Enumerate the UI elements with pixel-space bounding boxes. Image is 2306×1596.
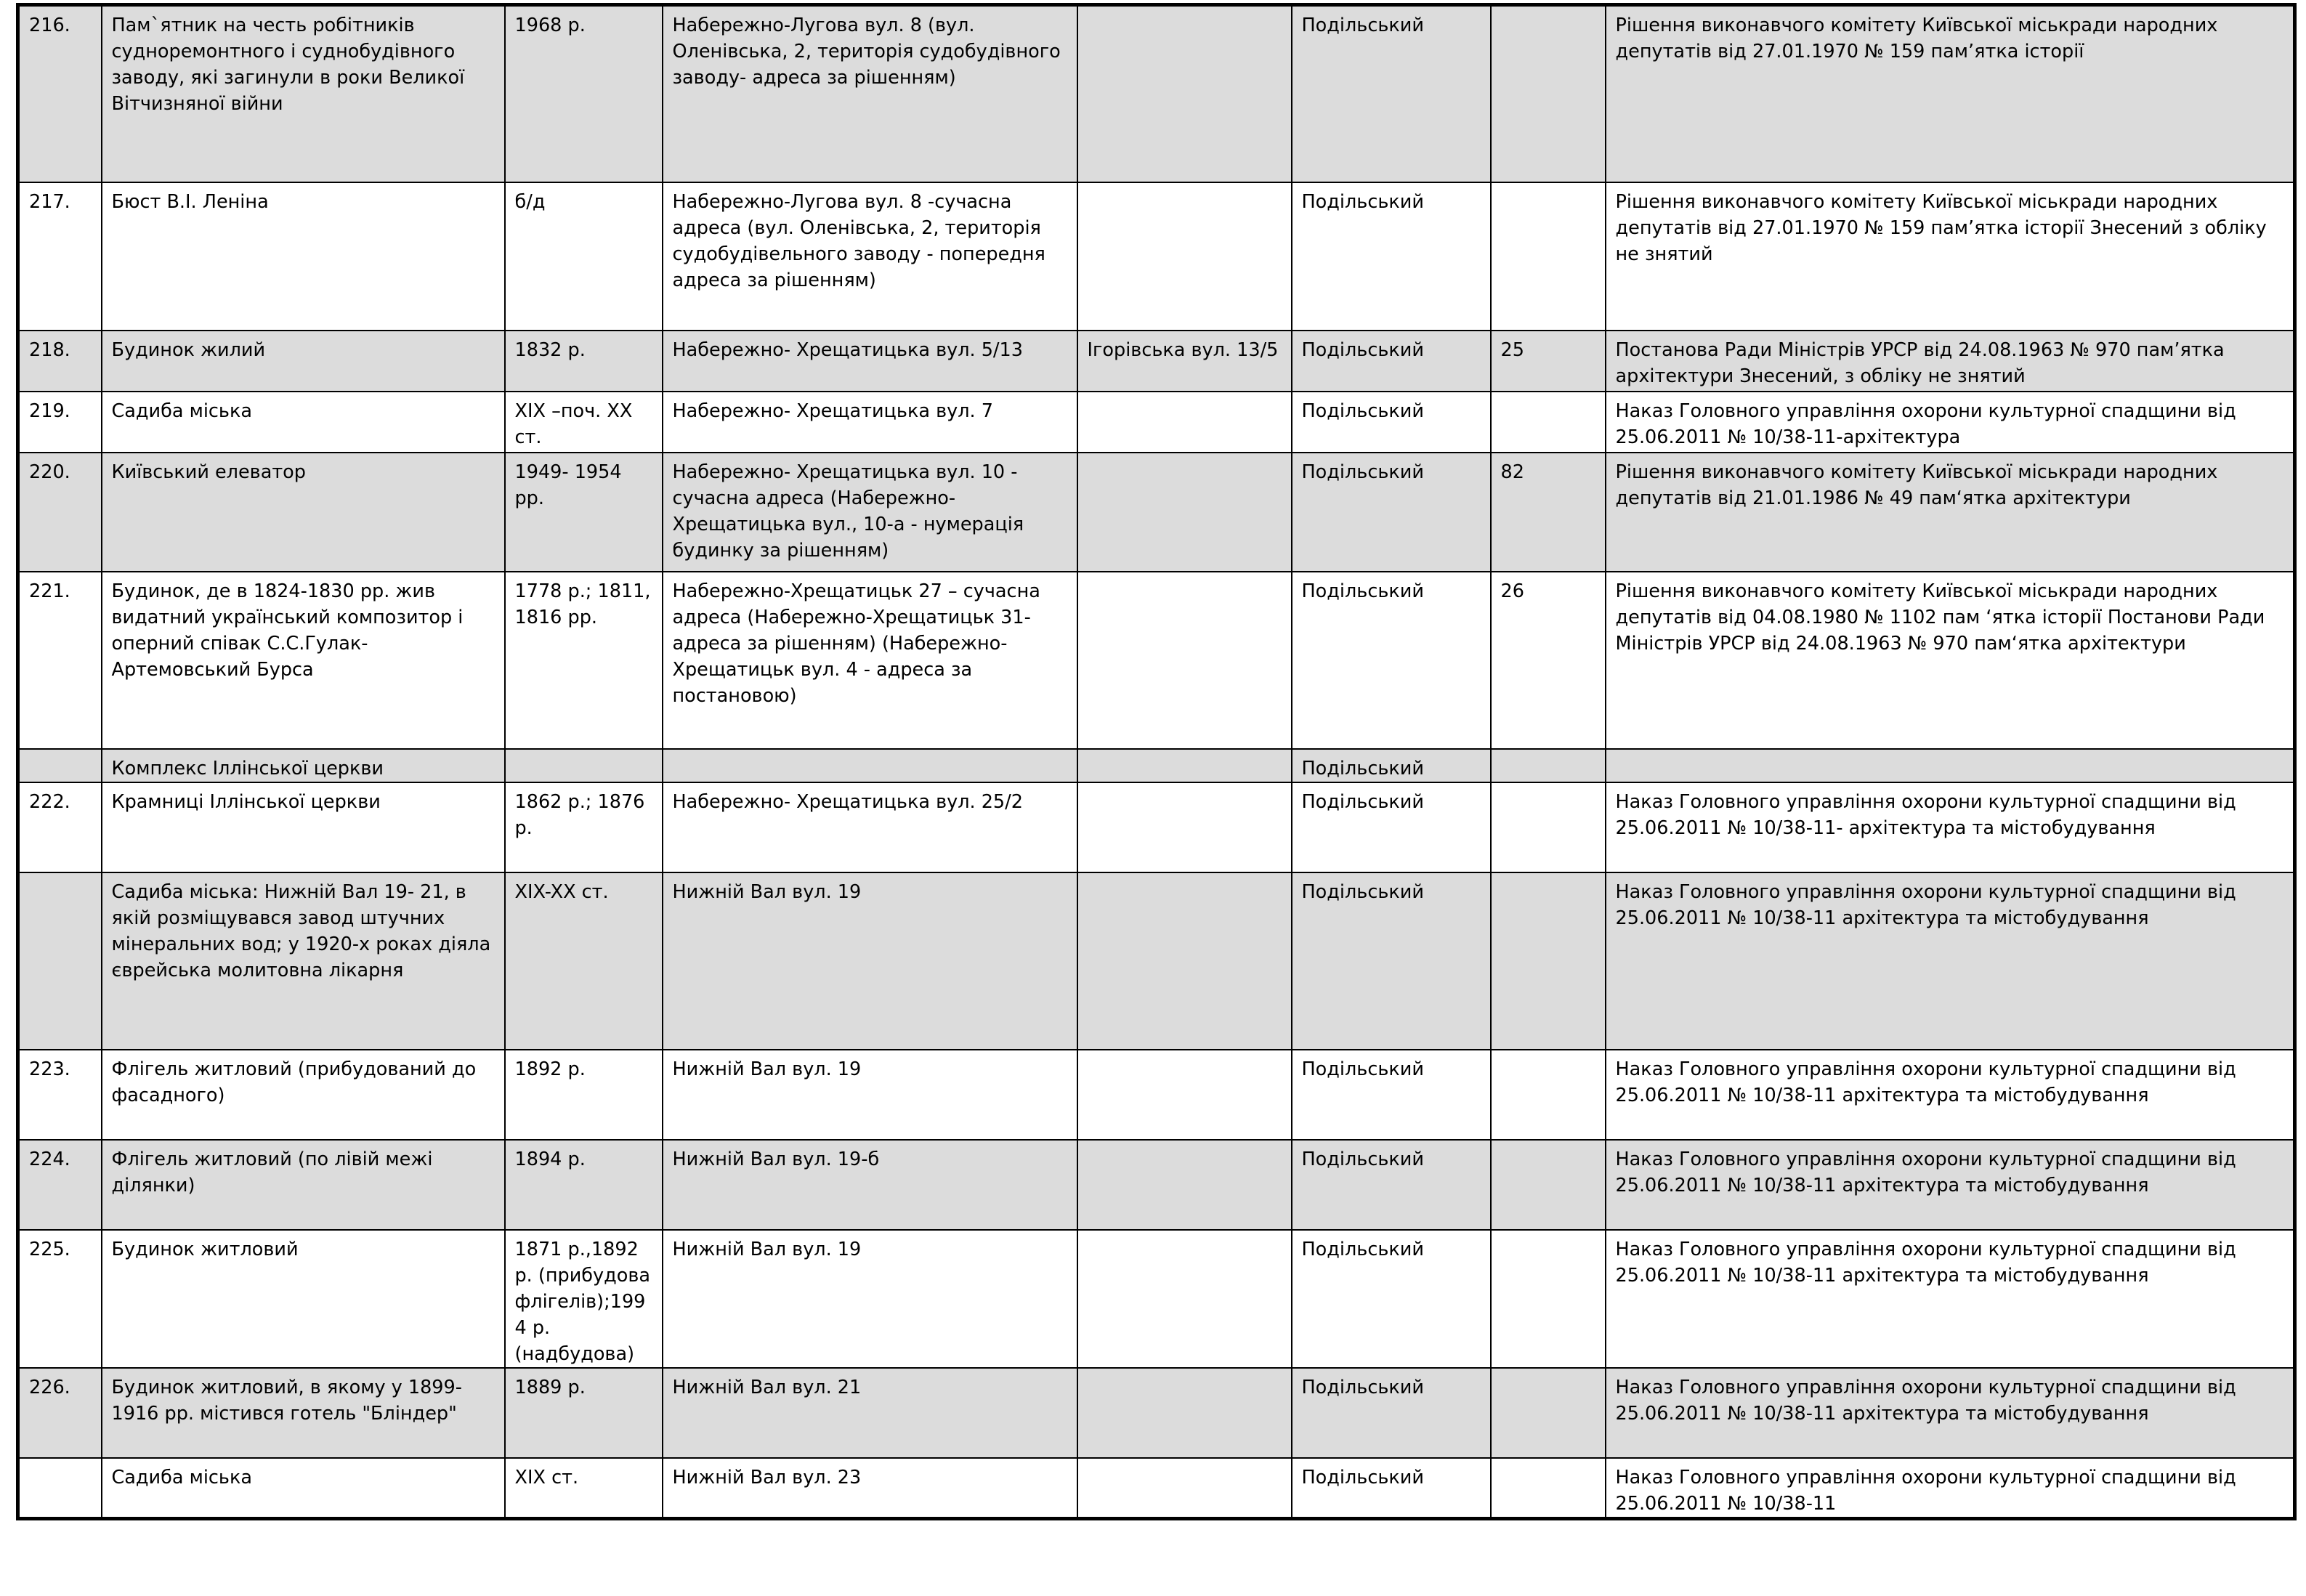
- table-row: [18, 572, 2295, 749]
- object-name-cell: Пам`ятник на честь робітників судноремонтного і суднобудівного заводу, які загинули в роки Великої Вітчизняної війни: [102, 5, 505, 182]
- row-number-cell: 225.: [18, 1230, 102, 1368]
- protection-number-cell: 25: [1491, 331, 1606, 392]
- protection-decision-cell: Постанова Ради Міністрів УРСР від 24.08.1963 № 970 пам’ятка архітектури Знесений, з обліку не знятий: [1606, 331, 2295, 392]
- object-date-cell: [505, 749, 663, 782]
- object-name-cell: Будинок, де в 1824-1830 рр. жив видатний український композитор і оперний співак С.С.Гулак-Артемовський Бурса: [102, 572, 505, 749]
- object-date-cell: 1968 р.: [505, 5, 663, 182]
- object-date-cell: б/д: [505, 182, 663, 331]
- object-address-cell: Набережно- Хрещатицька вул. 5/13: [663, 331, 1077, 392]
- protection-number-cell: [1491, 782, 1606, 872]
- object-date-cell: 1778 р.; 1811, 1816 рр.: [505, 572, 663, 749]
- district-cell: Подільський: [1292, 749, 1491, 782]
- protection-number-cell: 26: [1491, 572, 1606, 749]
- object-name-cell: Крамниці Іллінської церкви: [102, 782, 505, 872]
- object-date-cell: 1949- 1954 рр.: [505, 453, 663, 572]
- protection-decision-cell: Наказ Головного управління охорони культурної спадщини від 25.06.2011 № 10/38-11 архітектура та містобудування: [1606, 872, 2295, 1050]
- object-address-cell: Набережно- Хрещатицька вул. 25/2: [663, 782, 1077, 872]
- protection-decision-cell: Наказ Головного управління охорони культурної спадщини від 25.06.2011 № 10/38-11 архітектура та містобудування: [1606, 1140, 2295, 1230]
- object-date-cell: 1889 р.: [505, 1368, 663, 1458]
- object-date-cell: 1894 р.: [505, 1140, 663, 1230]
- row-number-cell: 223.: [18, 1050, 102, 1140]
- table-row: [18, 5, 2295, 182]
- table-row: [18, 331, 2295, 392]
- table-row: [18, 392, 2295, 453]
- table-row: [18, 1140, 2295, 1230]
- alternate-address-cell: [1077, 1140, 1292, 1230]
- district-cell: Подільський: [1292, 5, 1491, 182]
- row-number-cell: 217.: [18, 182, 102, 331]
- protection-decision-cell: Рішення виконавчого комітету Київської міськради народних депутатів від 27.01.1970 № 159 пам’ятка історії: [1606, 5, 2295, 182]
- alternate-address-cell: [1077, 572, 1292, 749]
- object-name-cell: Садиба міська: [102, 1458, 505, 1519]
- object-address-cell: Набережно-Лугова вул. 8 (вул. Оленівська, 2, територія судобудівного заводу- адреса за рішенням): [663, 5, 1077, 182]
- object-name-cell: Флігель житловий (по лівій межі ділянки): [102, 1140, 505, 1230]
- row-number-cell: 222.: [18, 782, 102, 872]
- protection-number-cell: [1491, 872, 1606, 1050]
- protection-number-cell: [1491, 1368, 1606, 1458]
- protection-number-cell: [1491, 182, 1606, 331]
- row-number-cell: 221.: [18, 572, 102, 749]
- alternate-address-cell: [1077, 182, 1292, 331]
- alternate-address-cell: [1077, 872, 1292, 1050]
- protection-number-cell: [1491, 1230, 1606, 1368]
- district-cell: Подільський: [1292, 1458, 1491, 1519]
- alternate-address-cell: [1077, 1050, 1292, 1140]
- table-row: [18, 872, 2295, 1050]
- protection-number-cell: [1491, 1140, 1606, 1230]
- table-row: [18, 1368, 2295, 1458]
- table-row: [18, 1230, 2295, 1368]
- object-address-cell: Нижній Вал вул. 19: [663, 872, 1077, 1050]
- row-number-cell: [18, 1458, 102, 1519]
- district-cell: Подільський: [1292, 782, 1491, 872]
- protection-decision-cell: Наказ Головного управління охорони культурної спадщини від 25.06.2011 № 10/38-11 архітектура та містобудування: [1606, 1368, 2295, 1458]
- district-cell: Подільський: [1292, 872, 1491, 1050]
- object-name-cell: Будинок жилий: [102, 331, 505, 392]
- protection-number-cell: [1491, 1050, 1606, 1140]
- protection-decision-cell: Наказ Головного управління охорони культурної спадщини від 25.06.2011 № 10/38-11- архітектура та містобудування: [1606, 782, 2295, 872]
- alternate-address-cell: Ігорівська вул. 13/5: [1077, 331, 1292, 392]
- alternate-address-cell: [1077, 1458, 1292, 1519]
- row-number-cell: 216.: [18, 5, 102, 182]
- district-cell: Подільський: [1292, 1230, 1491, 1368]
- object-address-cell: Нижній Вал вул. 23: [663, 1458, 1077, 1519]
- district-cell: Подільський: [1292, 1368, 1491, 1458]
- object-date-cell: 1832 р.: [505, 331, 663, 392]
- district-cell: Подільський: [1292, 572, 1491, 749]
- object-date-cell: XIX ст.: [505, 1458, 663, 1519]
- table-row: [18, 749, 2295, 782]
- protection-decision-cell: Наказ Головного управління охорони культурної спадщини від 25.06.2011 № 10/38-11-архітектура: [1606, 392, 2295, 453]
- object-name-cell: Садиба міська: Нижній Вал 19- 21, в якій розміщувався завод штучних мінеральних вод; у 1920-х роках діяла єврейська молитовна лікарня: [102, 872, 505, 1050]
- heritage-register-table: [16, 3, 2297, 1520]
- protection-decision-cell: Рішення виконавчого комітету Київської міськради народних депутатів від 21.01.1986 № 49 пам‘ятка архітектури: [1606, 453, 2295, 572]
- object-address-cell: Набережно-Лугова вул. 8 -сучасна адреса (вул. Оленівська, 2, територія судобудівельного заводу - попередня адреса за рішенням): [663, 182, 1077, 331]
- protection-decision-cell: Рішення виконавчого комітету Київської міськради народних депутатів від 27.01.1970 № 159 пам’ятка історії Знесений з обліку не знятий: [1606, 182, 2295, 331]
- object-date-cell: XIX –поч. XX ст.: [505, 392, 663, 453]
- object-name-cell: Бюст В.І. Леніна: [102, 182, 505, 331]
- district-cell: Подільський: [1292, 331, 1491, 392]
- alternate-address-cell: [1077, 392, 1292, 453]
- object-address-cell: [663, 749, 1077, 782]
- object-address-cell: Набережно- Хрещатицька вул. 10 - сучасна адреса (Набережно-Хрещатицька вул., 10-а - нумерація будинку за рішенням): [663, 453, 1077, 572]
- district-cell: Подільський: [1292, 182, 1491, 331]
- alternate-address-cell: [1077, 1230, 1292, 1368]
- object-name-cell: Флігель житловий (прибудований до фасадного): [102, 1050, 505, 1140]
- object-name-cell: Комплекс Іллінської церкви: [102, 749, 505, 782]
- object-name-cell: Садиба міська: [102, 392, 505, 453]
- object-name-cell: Будинок житловий, в якому у 1899-1916 рр. містився готель "Бліндер": [102, 1368, 505, 1458]
- protection-number-cell: [1491, 5, 1606, 182]
- table-row: [18, 782, 2295, 872]
- protection-decision-cell: [1606, 749, 2295, 782]
- object-address-cell: Нижній Вал вул. 21: [663, 1368, 1077, 1458]
- table-row: [18, 453, 2295, 572]
- object-address-cell: Нижній Вал вул. 19: [663, 1230, 1077, 1368]
- row-number-cell: [18, 872, 102, 1050]
- protection-decision-cell: Наказ Головного управління охорони культурної спадщини від 25.06.2011 № 10/38-11: [1606, 1458, 2295, 1519]
- object-address-cell: Нижній Вал вул. 19: [663, 1050, 1077, 1140]
- object-date-cell: 1862 р.; 1876 р.: [505, 782, 663, 872]
- district-cell: Подільський: [1292, 1140, 1491, 1230]
- row-number-cell: [18, 749, 102, 782]
- row-number-cell: 219.: [18, 392, 102, 453]
- row-number-cell: 218.: [18, 331, 102, 392]
- protection-number-cell: 82: [1491, 453, 1606, 572]
- object-date-cell: XIX-XX ст.: [505, 872, 663, 1050]
- row-number-cell: 226.: [18, 1368, 102, 1458]
- protection-number-cell: [1491, 392, 1606, 453]
- table-row: [18, 1458, 2295, 1519]
- protection-decision-cell: Наказ Головного управління охорони культурної спадщини від 25.06.2011 № 10/38-11 архітектура та містобудування: [1606, 1050, 2295, 1140]
- object-date-cell: 1871 р.,1892 р. (прибудова флігелів);1994 р. (надбудова): [505, 1230, 663, 1368]
- table-row: [18, 182, 2295, 331]
- object-name-cell: Київський елеватор: [102, 453, 505, 572]
- row-number-cell: 224.: [18, 1140, 102, 1230]
- district-cell: Подільський: [1292, 1050, 1491, 1140]
- object-address-cell: Нижній Вал вул. 19-б: [663, 1140, 1077, 1230]
- object-date-cell: 1892 р.: [505, 1050, 663, 1140]
- object-address-cell: Набережно- Хрещатицька вул. 7: [663, 392, 1077, 453]
- table-body: [18, 5, 2295, 1519]
- alternate-address-cell: [1077, 749, 1292, 782]
- protection-decision-cell: Наказ Головного управління охорони культурної спадщини від 25.06.2011 № 10/38-11 архітектура та містобудування: [1606, 1230, 2295, 1368]
- alternate-address-cell: [1077, 1368, 1292, 1458]
- district-cell: Подільський: [1292, 392, 1491, 453]
- row-number-cell: 220.: [18, 453, 102, 572]
- object-name-cell: Будинок житловий: [102, 1230, 505, 1368]
- alternate-address-cell: [1077, 782, 1292, 872]
- district-cell: Подільський: [1292, 453, 1491, 572]
- object-address-cell: Набережно-Хрещатицьк 27 – сучасна адреса (Набережно-Хрещатицьк 31- адреса за рішенням) (Набережно-Хрещатицьк вул. 4 - адреса за постановою): [663, 572, 1077, 749]
- alternate-address-cell: [1077, 453, 1292, 572]
- protection-number-cell: [1491, 749, 1606, 782]
- protection-number-cell: [1491, 1458, 1606, 1519]
- table-row: [18, 1050, 2295, 1140]
- alternate-address-cell: [1077, 5, 1292, 182]
- protection-decision-cell: Рішення виконавчого комітету Київської міськради народних депутатів від 04.08.1980 № 1102 пам ‘ятка історії Постанови Ради Міністрів УРСР від 24.08.1963 № 970 пам‘ятка архітектури: [1606, 572, 2295, 749]
